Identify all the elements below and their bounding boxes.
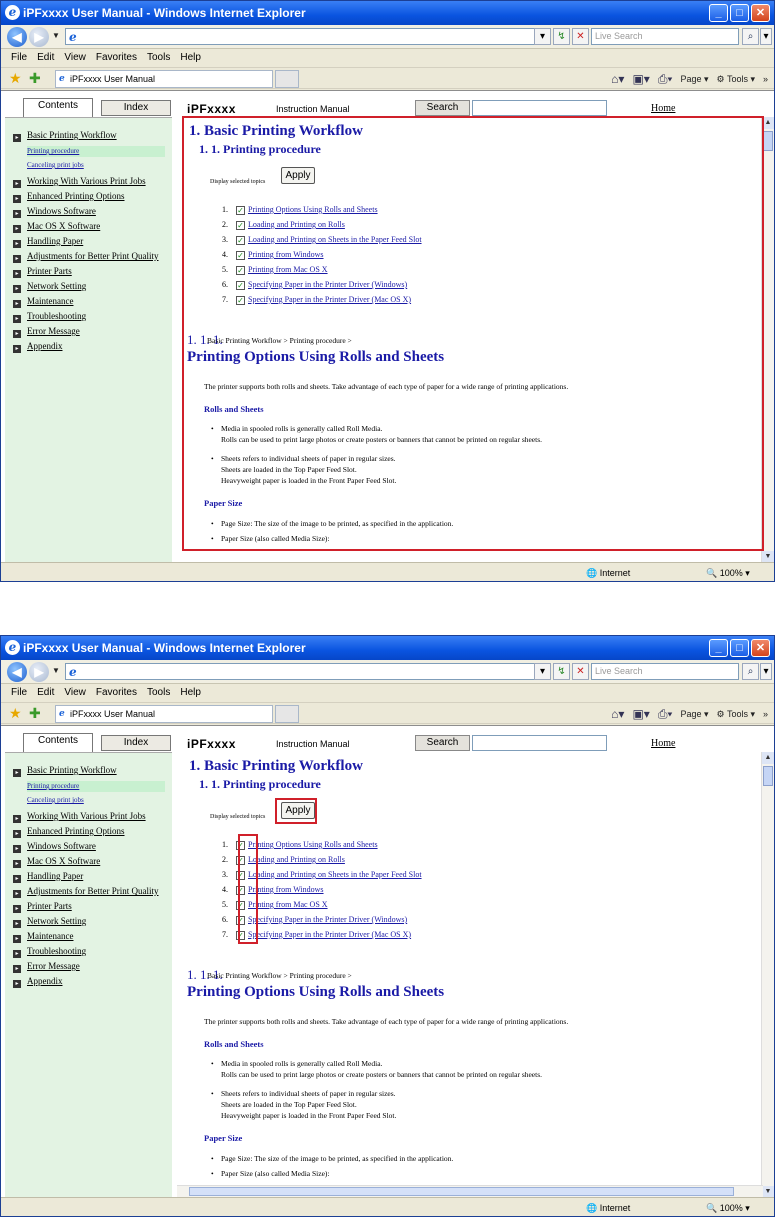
bullet-sheets: • Sheets refers to individual sheets of paper in regular sizes. Sheets are loaded in the Top Paper Feed Slot. Heavyweight paper is loaded in the Front Paper Feed Slot.	[211, 454, 397, 485]
sidebar-sub-printing-procedure[interactable]: Printing procedure	[27, 781, 165, 792]
sidebar-item-printer-parts[interactable]: ▸ Printer Parts	[13, 266, 72, 278]
url-dropdown-icon[interactable]: ▾	[534, 28, 551, 45]
topic-checkbox: ✓	[237, 856, 244, 865]
url-field[interactable]	[65, 28, 535, 45]
topic-checkbox: ✓	[237, 206, 244, 215]
refresh-icon[interactable]: ↯	[553, 28, 570, 45]
status-bar	[1, 1197, 774, 1217]
sidebar-sub-canceling-print-jobs[interactable]: Canceling print jobs	[27, 161, 84, 169]
sidebar-item-maintenance[interactable]: ▸ Maintenance	[13, 296, 73, 308]
topic-checkbox: ✓	[237, 901, 244, 910]
menu-file[interactable]: File	[11, 52, 28, 63]
vertical-scrollbar[interactable]	[761, 752, 774, 1198]
manual-search-input[interactable]	[472, 735, 607, 751]
sidebar-item-windows-software[interactable]: ▸ Windows Software	[13, 206, 96, 218]
menu-file[interactable]: File	[11, 687, 28, 698]
menu-favorites[interactable]: Favorites	[95, 52, 137, 63]
sidebar-item-windows-software[interactable]: ▸ Windows Software	[13, 841, 96, 853]
sidebar-item-mac-software[interactable]: ▸ Mac OS X Software	[13, 221, 100, 233]
scroll-down-icon[interactable]: ▼	[762, 1186, 774, 1198]
sidebar-item-enhanced-printing[interactable]: ▸ Enhanced Printing Options	[13, 826, 125, 838]
stop-icon[interactable]: ✕	[572, 663, 589, 680]
history-dropdown-icon[interactable]: ▼	[52, 666, 60, 675]
menu-tools[interactable]: Tools	[146, 52, 171, 63]
display-topics-label: Display selected topics	[210, 179, 266, 185]
menu-help[interactable]: Help	[180, 52, 201, 63]
menu-tools[interactable]: Tools	[146, 687, 171, 698]
sidebar-item-enhanced-printing[interactable]: ▸ Enhanced Printing Options	[13, 191, 125, 203]
sidebar-item-network-setting[interactable]: ▸ Network Setting	[13, 281, 86, 293]
rolls-sheets-heading: Rolls and Sheets	[204, 404, 264, 414]
url-dropdown-icon[interactable]: ▾	[534, 663, 551, 680]
browser-window-2	[0, 635, 775, 1217]
zoom-level[interactable]: 🔍 100% ▾	[706, 568, 750, 578]
topic-item[interactable]: 1. ✓ Printing Options Using Rolls and Sheets	[222, 840, 378, 850]
live-search-input[interactable]: Live Search	[591, 663, 739, 680]
tools-menu[interactable]: ⚙ Tools ▾	[716, 709, 755, 719]
url-field[interactable]	[65, 663, 535, 680]
topic-checkbox: ✓	[237, 221, 244, 230]
bullet-paper-size: • Paper Size (also called Media Size):	[211, 534, 330, 543]
forward-icon[interactable]: ▶	[29, 662, 49, 682]
home-link[interactable]: Home	[651, 103, 676, 114]
feeds-icon[interactable]: ▣▾	[632, 707, 650, 721]
window-title: iPFxxxx User Manual - Windows Internet Explorer	[23, 6, 306, 20]
section-number: 1. 1. 1.	[187, 332, 223, 347]
main-article	[177, 752, 763, 1198]
ie-page-icon: e	[69, 30, 77, 44]
page-menu[interactable]: Page ▾	[680, 709, 709, 719]
apply-button[interactable]: Apply	[281, 802, 315, 819]
internet-zone: 🌐 Internet	[586, 568, 631, 578]
sidebar-item-printer-parts[interactable]: ▸ Printer Parts	[13, 901, 72, 913]
breadcrumb: Basic Printing Workflow > Printing procedure >	[207, 336, 352, 345]
maximize-button[interactable]: □	[730, 639, 749, 657]
sidebar-item-maintenance[interactable]: ▸ Maintenance	[13, 931, 73, 943]
bullet-page-size: • Page Size: The size of the image to be printed, as specified in the application.	[211, 519, 454, 528]
print-icon[interactable]: ⎙▾	[657, 707, 673, 721]
home-link[interactable]: Home	[651, 738, 676, 749]
status-bar	[1, 562, 774, 582]
sidebar-item-handling-paper[interactable]: ▸ Handling Paper	[13, 871, 83, 883]
stop-icon[interactable]: ✕	[572, 28, 589, 45]
contents-sidebar	[5, 752, 172, 1198]
tab-contents[interactable]: Contents	[23, 98, 93, 117]
print-icon[interactable]: ⎙▾	[657, 72, 673, 86]
scroll-up-icon[interactable]: ▲	[762, 752, 774, 764]
apply-button[interactable]: Apply	[281, 167, 315, 184]
sidebar-item-various-print-jobs[interactable]: ▸ Working With Various Print Jobs	[13, 811, 146, 823]
topic-item[interactable]: 6. ✓ Specifying Paper in the Printer Driver (Windows)	[222, 280, 408, 290]
menu-bar	[1, 684, 774, 702]
sidebar-item-network-setting[interactable]: ▸ Network Setting	[13, 916, 86, 928]
search-icon[interactable]: ⌕	[742, 28, 759, 45]
favorites-bar	[1, 67, 774, 89]
topic-item[interactable]: 5. ✓ Printing from Mac OS X	[222, 265, 328, 275]
sidebar-item-adjustments[interactable]: ▸ Adjustments for Better Print Quality	[13, 251, 158, 263]
display-topics-label: Display selected topics	[210, 814, 266, 820]
sidebar-item-troubleshooting[interactable]: ▸ Troubleshooting	[13, 946, 86, 958]
search-button[interactable]: Search	[415, 735, 470, 751]
browser-window-1	[0, 0, 775, 582]
sidebar-item-appendix[interactable]: ▸ Appendix	[13, 341, 63, 353]
favorites-bar	[1, 702, 774, 724]
page-title: 1. Basic Printing Workflow	[189, 758, 363, 774]
topic-item[interactable]: 1. ✓ Printing Options Using Rolls and Sheets	[222, 205, 378, 215]
topic-item[interactable]: 2. ✓ Loading and Printing on Rolls	[222, 855, 345, 865]
address-bar	[1, 25, 774, 49]
ie-logo-icon: e	[5, 640, 20, 655]
topic-checkbox: ✓	[237, 266, 244, 275]
topic-item[interactable]: 4. ✓ Printing from Windows	[222, 250, 324, 260]
ie-page-icon: e	[69, 665, 77, 679]
topic-item[interactable]: 7. ✓ Specifying Paper in the Printer Driver (Mac OS X)	[222, 930, 412, 940]
topic-item[interactable]: 2. ✓ Loading and Printing on Rolls	[222, 220, 345, 230]
sidebar-item-appendix[interactable]: ▸ Appendix	[13, 976, 63, 988]
topic-checkbox: ✓	[237, 931, 244, 940]
section-heading: 1. 1. Printing procedure	[199, 777, 321, 791]
intro-paragraph: The printer supports both rolls and sheets. Take advantage of each type of paper for a wide range of printing applications.	[204, 1017, 569, 1026]
topic-checkbox: ✓	[237, 886, 244, 895]
live-search-input[interactable]: Live Search	[591, 28, 739, 45]
bullet-sheets: • Sheets refers to individual sheets of paper in regular sizes. Sheets are loaded in the Top Paper Feed Slot. Heavyweight paper is loaded in the Front Paper Feed Slot.	[211, 1089, 397, 1120]
sidebar-item-adjustments[interactable]: ▸ Adjustments for Better Print Quality	[13, 886, 158, 898]
topic-checkbox: ✓	[237, 236, 244, 245]
back-icon[interactable]: ◀	[7, 662, 27, 682]
bullet-roll-media: • Media in spooled rolls is generally called Roll Media. Rolls can be used to print large photos or create posters or banners that cannot be printed on regular sheets.	[211, 1059, 543, 1079]
brand-label: iPFxxxx	[187, 737, 236, 751]
new-tab-button[interactable]	[275, 70, 299, 88]
history-dropdown-icon[interactable]: ▼	[52, 31, 60, 40]
toolbar-overflow-icon[interactable]: »	[762, 709, 768, 719]
tab-ie-icon: e	[59, 709, 65, 719]
section-title: Printing Options Using Rolls and Sheets	[187, 349, 445, 365]
refresh-icon[interactable]: ↯	[553, 663, 570, 680]
topic-checkbox: ✓	[237, 916, 244, 925]
search-options-icon[interactable]: ▾	[760, 663, 772, 680]
sidebar-sub-canceling-print-jobs[interactable]: Canceling print jobs	[27, 796, 84, 804]
add-favorite-icon[interactable]: ✚	[29, 70, 41, 86]
feeds-icon[interactable]: ▣▾	[632, 72, 650, 86]
search-icon[interactable]: ⌕	[742, 663, 759, 680]
toolbar-overflow-icon[interactable]: »	[762, 74, 768, 84]
tab-index[interactable]: Index	[101, 100, 171, 116]
close-button[interactable]: ✕	[751, 4, 770, 22]
topic-item[interactable]: 3. ✓ Loading and Printing on Sheets in the Paper Feed Slot	[222, 870, 422, 880]
menu-edit[interactable]: Edit	[37, 687, 55, 698]
scroll-down-icon[interactable]: ▼	[762, 551, 774, 563]
ie-logo-icon: e	[5, 5, 20, 20]
topic-item[interactable]: 5. ✓ Printing from Mac OS X	[222, 900, 328, 910]
add-favorite-icon[interactable]: ✚	[29, 705, 41, 721]
manual-header	[1, 726, 774, 752]
apply-highlight	[275, 798, 317, 824]
menu-favorites[interactable]: Favorites	[95, 687, 137, 698]
search-options-icon[interactable]: ▾	[760, 28, 772, 45]
search-button[interactable]: Search	[415, 100, 470, 116]
topic-checkbox: ✓	[237, 841, 244, 850]
page-title: 1. Basic Printing Workflow	[189, 123, 363, 139]
manual-title: Instruction Manual	[276, 739, 350, 749]
sidebar-item-mac-software[interactable]: ▸ Mac OS X Software	[13, 856, 100, 868]
intro-paragraph: The printer supports both rolls and sheets. Take advantage of each type of paper for a wide range of printing applications.	[204, 382, 569, 391]
brand-label: iPFxxxx	[187, 102, 236, 116]
scroll-thumb[interactable]	[763, 766, 773, 786]
topic-checkbox: ✓	[237, 296, 244, 305]
section-number: 1. 1. 1.	[187, 967, 223, 982]
tab-ie-icon: e	[59, 74, 65, 84]
new-tab-button[interactable]	[275, 705, 299, 723]
minimize-button[interactable]: _	[709, 4, 728, 22]
browser-tab[interactable]: e iPFxxxx User Manual	[55, 70, 273, 88]
menu-bar	[1, 49, 774, 67]
maximize-button[interactable]: □	[730, 4, 749, 22]
close-button[interactable]: ✕	[751, 639, 770, 657]
sidebar-item-troubleshooting[interactable]: ▸ Troubleshooting	[13, 311, 86, 323]
manual-header	[1, 91, 774, 117]
section-heading: 1. 1. Printing procedure	[199, 142, 321, 156]
checkbox-highlight	[238, 834, 258, 944]
tab-contents[interactable]: Contents	[23, 733, 93, 752]
home-icon[interactable]: ⌂▾	[611, 707, 625, 721]
manual-search-input[interactable]	[472, 100, 607, 116]
contents-sidebar	[5, 117, 172, 563]
highlight-frame	[182, 116, 764, 551]
sidebar-item-basic-printing-workflow[interactable]: ▸ Basic Printing Workflow	[13, 130, 117, 142]
tools-menu[interactable]: ⚙ Tools ▾	[716, 74, 755, 84]
browser-tab[interactable]: e iPFxxxx User Manual	[55, 705, 273, 723]
sidebar-item-various-print-jobs[interactable]: ▸ Working With Various Print Jobs	[13, 176, 146, 188]
tab-index[interactable]: Index	[101, 735, 171, 751]
paper-size-heading: Paper Size	[204, 1133, 243, 1143]
menu-edit[interactable]: Edit	[37, 52, 55, 63]
title-bar	[1, 1, 774, 25]
internet-zone: 🌐 Internet	[586, 1203, 631, 1213]
address-bar	[1, 660, 774, 684]
sidebar-item-error-message[interactable]: ▸ Error Message	[13, 961, 80, 973]
scroll-up-icon[interactable]: ▲	[762, 117, 774, 129]
zoom-level[interactable]: 🔍 100% ▾	[706, 1203, 750, 1213]
home-icon[interactable]: ⌂▾	[611, 72, 625, 86]
breadcrumb: Basic Printing Workflow > Printing procedure >	[207, 971, 352, 980]
window-title: iPFxxxx User Manual - Windows Internet Explorer	[23, 641, 306, 655]
section-title: Printing Options Using Rolls and Sheets	[187, 984, 445, 1000]
page-menu[interactable]: Page ▾	[680, 74, 709, 84]
topic-checkbox: ✓	[237, 251, 244, 260]
horizontal-scrollbar[interactable]	[177, 1185, 763, 1197]
hscroll-thumb[interactable]	[189, 1187, 734, 1196]
bullet-paper-size: • Paper Size (also called Media Size):	[211, 1169, 330, 1178]
sidebar-item-error-message[interactable]: ▸ Error Message	[13, 326, 80, 338]
favorites-star-icon[interactable]: ★	[9, 705, 22, 721]
scroll-thumb[interactable]	[763, 131, 773, 151]
forward-icon[interactable]: ▶	[29, 27, 49, 47]
topic-item[interactable]: 6. ✓ Specifying Paper in the Printer Driver (Windows)	[222, 915, 408, 925]
sidebar-item-handling-paper[interactable]: ▸ Handling Paper	[13, 236, 83, 248]
manual-title: Instruction Manual	[276, 104, 350, 114]
paper-size-heading: Paper Size	[204, 498, 243, 508]
rolls-sheets-heading: Rolls and Sheets	[204, 1039, 264, 1049]
bullet-roll-media: • Media in spooled rolls is generally called Roll Media. Rolls can be used to print large photos or create posters or banners that cannot be printed on regular sheets.	[211, 424, 543, 444]
sidebar-sub-printing-procedure[interactable]: Printing procedure	[27, 146, 165, 157]
topic-checkbox: ✓	[237, 281, 244, 290]
topic-checkbox: ✓	[237, 871, 244, 880]
sidebar-item-basic-printing-workflow[interactable]: ▸ Basic Printing Workflow	[13, 765, 117, 777]
minimize-button[interactable]: _	[709, 639, 728, 657]
topic-item[interactable]: 7. ✓ Specifying Paper in the Printer Driver (Mac OS X)	[222, 295, 412, 305]
menu-view[interactable]: View	[64, 687, 86, 698]
menu-view[interactable]: View	[64, 52, 86, 63]
topic-item[interactable]: 3. ✓ Loading and Printing on Sheets in the Paper Feed Slot	[222, 235, 422, 245]
menu-help[interactable]: Help	[180, 687, 201, 698]
page-content	[1, 725, 774, 1197]
bullet-page-size: • Page Size: The size of the image to be printed, as specified in the application.	[211, 1154, 454, 1163]
topic-item[interactable]: 4. ✓ Printing from Windows	[222, 885, 324, 895]
title-bar	[1, 636, 774, 660]
favorites-star-icon[interactable]: ★	[9, 70, 22, 86]
back-icon[interactable]: ◀	[7, 27, 27, 47]
